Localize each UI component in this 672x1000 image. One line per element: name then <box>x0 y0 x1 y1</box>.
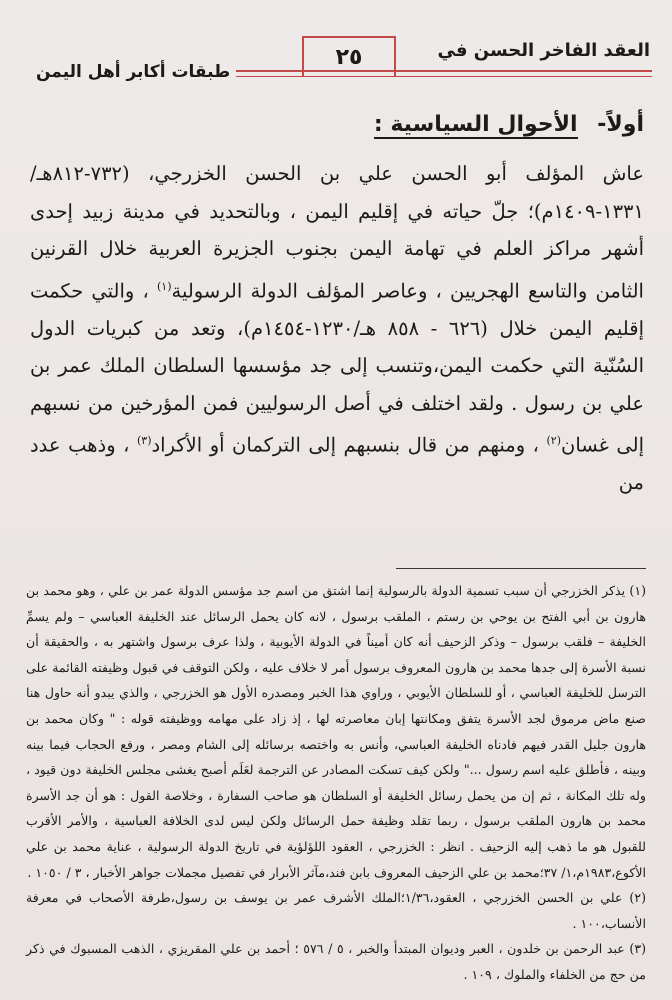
footnote-3: (٣) عبد الرحمن بن خلدون ، العبر وديوان المبتدأ والخبر ، ٥ / ٥٧٦ ؛ أحمد بن علي المقريزي ، الذهب المسبوك في ذكر من حج من الخلفاء والملوك ، ١٠٩ . <box>26 941 646 982</box>
body-text-part-1: عاش المؤلف أبو الحسن علي بن الحسن الخزرجي، (٧٣٢-٨١٢هـ/١٣٣١-١٤٠٩م)؛ جلّ حياته في إقليم اليمن ، وبالتحديد في مدينة زبيد إحدى أشهر مراكز العلم في تهامة اليمن بجنوب الجزيرة العربية خلال القرنين الثامن والتاسع الهجريين ، وعاصر المؤلف الدولة الرسولية <box>30 162 644 302</box>
body-text-part-2: ، والتي حكمت إقليم اليمن خلال (٦٢٦ - ٨٥٨ هـ/١٢٣٠-١٤٥٤م)، وتعد من كبريات الدول السُنّية التي حكمت اليمن،وتنسب إلى جد مؤسسها السلطان الملك عمر بن علي بن رسول . ولقد اختلف في أصل الرسوليين فمن المؤرخين من نسبهم إلى غسان <box>30 279 644 457</box>
footnotes <box>26 578 646 988</box>
footnote-2: (٢) علي بن الحسن الخزرجي ، العقود،١/٣٦؛الملك الأشرف عمر بن يوسف بن رسول،طرفة الأصحاب في معرفة الأنساب،١٠٠ . <box>26 890 646 931</box>
footnote-separator <box>396 568 646 569</box>
body-text-part-4: ، وذهب عدد من <box>30 433 644 494</box>
footnote-1: (١) يذكر الخزرجي أن سبب تسمية الدولة بالرسولية إنما اشتق من اسم جد مؤسس الدولة عمر بن علي ، وهو محمد بن هارون بن أبي الفتح بن يوحي بن رستم ، الملقب برسول ، لانه كان يحمل الرسائل عند الخليفة العباسي – ولم يسمِّ الخليفة – فلقب برسول – وذكر الزحيف أنه كان أميناً في الدولة الأيوبية ، ولذا عرف برسول واشتهر به ، والحقيقة أن نسبة الأسرة إلى جدها محمد بن هارون المعروف برسول أمر لا خلاف عليه ، ولكن التوقف في قبول وظيفته القائمة على الترسل للخليفة العباسي ، أو للسلطان الأيوبي ، وراوي هذا الخبر ومصدره الأول هو الخزرجي ، والذي يبدو أنه حاول هنا صنع ماض مرموق لجد الأسرة يتفق ومكانتها إبان معاصرته لها ، إذ زاد على مهامه ووظيفته قوله : " وكان محمد بن هارون جليل القدر فيهم فادناه الخليفة العباسي، وأنس به واختصه برسائله إلى الشام ومصر ، ورفع الحجاب فيما بينه وبينه ، فأطلق عليه اسم رسول ..." ولكن كيف تسكت المصادر عن الترجمة لعَلَم أصبح يغشى مجلس الخليفة دون قيود ، وله تلك المكانة ، ثم إن من يحمل رسائل الخليفة أو السلطان هو صاحب السفارة ، وخلاصة القول : هو أن جد الأسرة محمد بن هارون الملقب برسول ، ربما تقلد وظيفة حمل الرسائل ولكن ليس لدى الخلافة العباسية ، والأمر الأقرب للقبول هو ما ذهب إليه الزحيف . انظر : الخزرجي ، العقود اللؤلؤية في تاريخ الدولة الرسولية ، عناية محمد بن علي الأكوع،١٩٨٣م،١/ ٣٧؛محمد بن علي الزحيف المعروف بابن فند،مآثر الأبرار في تفصيل مجملات جواهر الأخبار ، ٣ / ١٠٥٠ . <box>26 583 646 880</box>
running-header-title: العقد الفاخر الحسن في <box>437 40 650 61</box>
page-number: ٢٥ <box>302 36 396 76</box>
section-title: الأحوال السياسية : <box>373 112 578 137</box>
footnote-ref-1[interactable]: (١) <box>156 279 172 293</box>
running-header-subtitle: طبقات أكابر أهل اليمن <box>30 62 236 82</box>
section-number: أولاً- <box>597 112 644 137</box>
section-heading <box>374 112 644 137</box>
body-text-part-3: ، ومنهم من قال بنسبهم إلى التركمان أو الأكراد <box>151 433 539 457</box>
footnote-ref-2[interactable]: (٢) <box>546 434 561 447</box>
body-paragraph <box>30 155 644 502</box>
footnote-ref-3[interactable]: (٣) <box>136 434 152 447</box>
